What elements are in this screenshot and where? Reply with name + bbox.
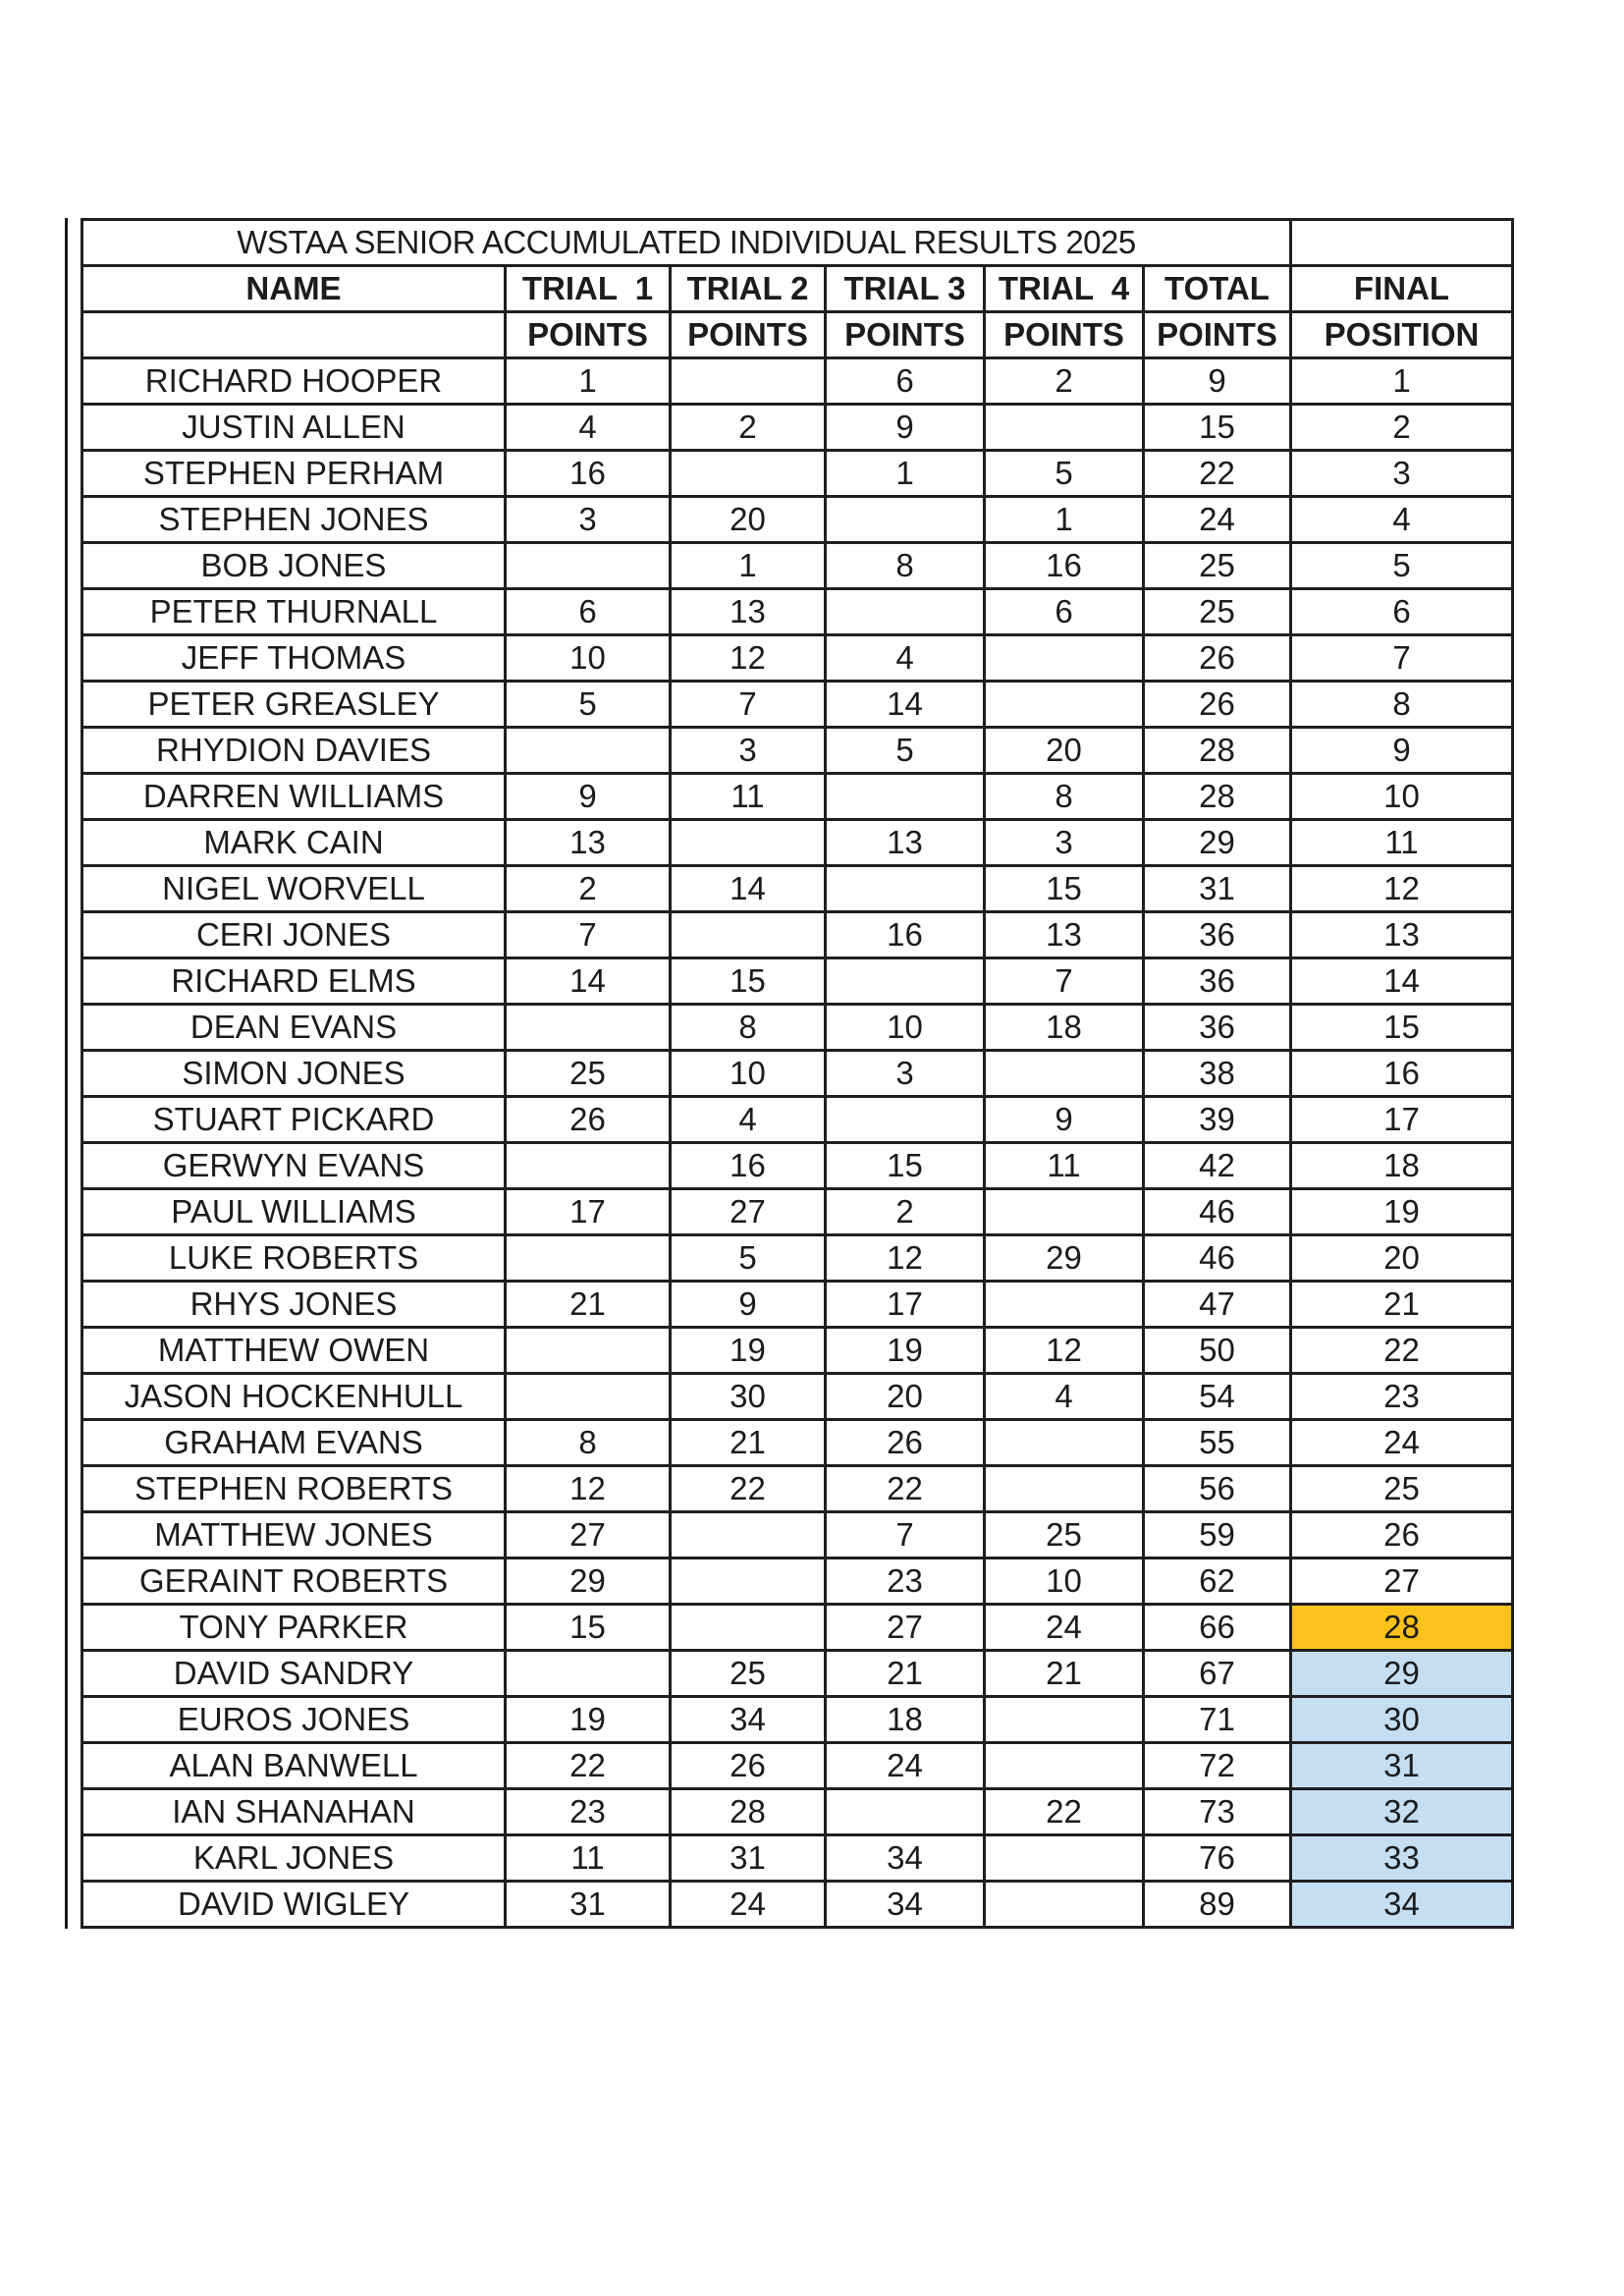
table-row — [82, 912, 1513, 958]
athlete-name: STUART PICKARD — [82, 1097, 506, 1143]
final-position: 17 — [1291, 1097, 1513, 1143]
trial-1-points: 12 — [506, 1466, 671, 1512]
trial-1-points: 21 — [506, 1282, 671, 1328]
trial-3-points: 14 — [826, 682, 985, 728]
trial-4-points — [985, 1282, 1144, 1328]
trial-1-points — [506, 1374, 671, 1420]
trial-4-points: 11 — [985, 1143, 1144, 1189]
athlete-name: RICHARD HOOPER — [82, 358, 506, 405]
final-position: 30 — [1291, 1697, 1513, 1743]
trial-3-points: 10 — [826, 1005, 985, 1051]
table-row — [82, 1097, 1513, 1143]
trial-4-points: 16 — [985, 543, 1144, 589]
trial-3-points: 22 — [826, 1466, 985, 1512]
trial-2-points: 16 — [671, 1143, 826, 1189]
header-trial-2: TRIAL 2 — [671, 266, 826, 312]
trial-2-points — [671, 358, 826, 405]
total-points: 54 — [1144, 1374, 1291, 1420]
trial-4-points — [985, 1882, 1144, 1928]
trial-4-points — [985, 1420, 1144, 1466]
athlete-name: LUKE ROBERTS — [82, 1235, 506, 1282]
trial-2-points: 12 — [671, 635, 826, 682]
header-trial-4: TRIAL 4 — [985, 266, 1144, 312]
trial-1-points — [506, 1651, 671, 1697]
table-row — [82, 1605, 1513, 1651]
trial-2-points — [671, 451, 826, 497]
trial-3-points: 2 — [826, 1189, 985, 1235]
trial-4-points: 12 — [985, 1328, 1144, 1374]
athlete-name: MATTHEW OWEN — [82, 1328, 506, 1374]
table-row — [82, 958, 1513, 1005]
table-row — [82, 358, 1513, 405]
total-points: 36 — [1144, 1005, 1291, 1051]
trial-3-points: 34 — [826, 1882, 985, 1928]
trial-3-points: 18 — [826, 1697, 985, 1743]
athlete-name: DAVID SANDRY — [82, 1651, 506, 1697]
final-position: 1 — [1291, 358, 1513, 405]
trial-3-points — [826, 958, 985, 1005]
trial-2-points: 31 — [671, 1835, 826, 1882]
table-row — [82, 1697, 1513, 1743]
total-points: 28 — [1144, 774, 1291, 820]
table-row — [82, 1420, 1513, 1466]
results-table — [81, 218, 1514, 1929]
final-position: 5 — [1291, 543, 1513, 589]
table-row — [82, 1466, 1513, 1512]
athlete-name: DARREN WILLIAMS — [82, 774, 506, 820]
total-points: 55 — [1144, 1420, 1291, 1466]
athlete-name: ALAN BANWELL — [82, 1743, 506, 1789]
trial-2-points: 24 — [671, 1882, 826, 1928]
trial-3-points: 26 — [826, 1420, 985, 1466]
trial-3-points — [826, 1097, 985, 1143]
table-row — [82, 589, 1513, 635]
trial-3-points: 24 — [826, 1743, 985, 1789]
trial-3-points: 19 — [826, 1328, 985, 1374]
trial-2-points: 30 — [671, 1374, 826, 1420]
header-trial-1: TRIAL 1 — [506, 266, 671, 312]
total-points: 67 — [1144, 1651, 1291, 1697]
athlete-name: RHYS JONES — [82, 1282, 506, 1328]
trial-2-points: 7 — [671, 682, 826, 728]
total-points: 24 — [1144, 497, 1291, 543]
trial-3-points: 16 — [826, 912, 985, 958]
trial-1-points: 22 — [506, 1743, 671, 1789]
trial-2-points: 22 — [671, 1466, 826, 1512]
athlete-name: MARK CAIN — [82, 820, 506, 866]
trial-1-points — [506, 728, 671, 774]
trial-4-points — [985, 1743, 1144, 1789]
total-points: 26 — [1144, 635, 1291, 682]
trial-3-points: 15 — [826, 1143, 985, 1189]
trial-1-points: 13 — [506, 820, 671, 866]
trial-1-points: 10 — [506, 635, 671, 682]
trial-1-points: 19 — [506, 1697, 671, 1743]
trial-1-points: 31 — [506, 1882, 671, 1928]
total-points: 66 — [1144, 1605, 1291, 1651]
trial-4-points: 24 — [985, 1605, 1144, 1651]
final-position: 7 — [1291, 635, 1513, 682]
final-position: 29 — [1291, 1651, 1513, 1697]
final-position: 19 — [1291, 1189, 1513, 1235]
final-position: 15 — [1291, 1005, 1513, 1051]
athlete-name: GERAINT ROBERTS — [82, 1558, 506, 1605]
trial-4-points: 1 — [985, 497, 1144, 543]
final-position: 2 — [1291, 405, 1513, 451]
trial-3-points: 8 — [826, 543, 985, 589]
trial-1-points: 29 — [506, 1558, 671, 1605]
trial-4-points: 29 — [985, 1235, 1144, 1282]
trial-4-points: 7 — [985, 958, 1144, 1005]
athlete-name: GERWYN EVANS — [82, 1143, 506, 1189]
trial-4-points: 18 — [985, 1005, 1144, 1051]
total-points: 62 — [1144, 1558, 1291, 1605]
athlete-name: TONY PARKER — [82, 1605, 506, 1651]
trial-1-points: 6 — [506, 589, 671, 635]
trial-3-points — [826, 866, 985, 912]
total-points: 46 — [1144, 1189, 1291, 1235]
trial-3-points: 21 — [826, 1651, 985, 1697]
trial-2-points: 5 — [671, 1235, 826, 1282]
total-points: 47 — [1144, 1282, 1291, 1328]
athlete-name: JASON HOCKENHULL — [82, 1374, 506, 1420]
trial-2-points: 19 — [671, 1328, 826, 1374]
trial-3-points — [826, 497, 985, 543]
trial-4-points: 21 — [985, 1651, 1144, 1697]
trial-3-points: 3 — [826, 1051, 985, 1097]
trial-3-points: 13 — [826, 820, 985, 866]
trial-2-points — [671, 912, 826, 958]
trial-2-points: 2 — [671, 405, 826, 451]
trial-1-points: 15 — [506, 1605, 671, 1651]
final-position: 34 — [1291, 1882, 1513, 1928]
total-points: 15 — [1144, 405, 1291, 451]
trial-4-points: 13 — [985, 912, 1144, 958]
table-row — [82, 682, 1513, 728]
table-row — [82, 1789, 1513, 1835]
trial-2-points: 20 — [671, 497, 826, 543]
athlete-name: JEFF THOMAS — [82, 635, 506, 682]
trial-4-points: 2 — [985, 358, 1144, 405]
trial-2-points: 9 — [671, 1282, 826, 1328]
table-row — [82, 1005, 1513, 1051]
trial-4-points — [985, 1051, 1144, 1097]
table-row — [82, 1282, 1513, 1328]
table-row — [82, 1051, 1513, 1097]
athlete-name: SIMON JONES — [82, 1051, 506, 1097]
total-points: 36 — [1144, 912, 1291, 958]
trial-4-points: 15 — [985, 866, 1144, 912]
final-position: 14 — [1291, 958, 1513, 1005]
total-points: 71 — [1144, 1697, 1291, 1743]
final-position: 18 — [1291, 1143, 1513, 1189]
trial-3-points: 4 — [826, 635, 985, 682]
total-points: 72 — [1144, 1743, 1291, 1789]
trial-3-points — [826, 589, 985, 635]
trial-4-points — [985, 1835, 1144, 1882]
total-points: 38 — [1144, 1051, 1291, 1097]
trial-4-points — [985, 405, 1144, 451]
subheader-name-blank — [82, 312, 506, 358]
total-points: 36 — [1144, 958, 1291, 1005]
trial-4-points: 10 — [985, 1558, 1144, 1605]
page-title: WSTAA SENIOR ACCUMULATED INDIVIDUAL RESULTS 2025 — [82, 220, 1291, 266]
trial-4-points: 5 — [985, 451, 1144, 497]
athlete-name: RHYDION DAVIES — [82, 728, 506, 774]
trial-4-points: 22 — [985, 1789, 1144, 1835]
trial-4-points: 6 — [985, 589, 1144, 635]
subheader-final: POSITION — [1291, 312, 1513, 358]
total-points: 22 — [1144, 451, 1291, 497]
trial-3-points: 23 — [826, 1558, 985, 1605]
trial-2-points: 3 — [671, 728, 826, 774]
trial-2-points: 28 — [671, 1789, 826, 1835]
athlete-name: DAVID WIGLEY — [82, 1882, 506, 1928]
trial-1-points — [506, 543, 671, 589]
trial-3-points: 1 — [826, 451, 985, 497]
trial-2-points: 11 — [671, 774, 826, 820]
final-position: 26 — [1291, 1512, 1513, 1558]
athlete-name: STEPHEN JONES — [82, 497, 506, 543]
total-points: 25 — [1144, 589, 1291, 635]
table-row — [82, 1143, 1513, 1189]
trial-1-points: 2 — [506, 866, 671, 912]
athlete-name: DEAN EVANS — [82, 1005, 506, 1051]
final-position: 3 — [1291, 451, 1513, 497]
final-position: 28 — [1291, 1605, 1513, 1651]
trial-3-points: 12 — [826, 1235, 985, 1282]
trial-1-points — [506, 1328, 671, 1374]
total-points: 59 — [1144, 1512, 1291, 1558]
trial-2-points: 27 — [671, 1189, 826, 1235]
final-position: 25 — [1291, 1466, 1513, 1512]
trial-1-points: 23 — [506, 1789, 671, 1835]
trial-1-points: 9 — [506, 774, 671, 820]
trial-1-points — [506, 1005, 671, 1051]
trial-3-points: 7 — [826, 1512, 985, 1558]
trial-4-points: 4 — [985, 1374, 1144, 1420]
table-row — [82, 1235, 1513, 1282]
table-row — [82, 1743, 1513, 1789]
athlete-name: PETER GREASLEY — [82, 682, 506, 728]
final-position: 32 — [1291, 1789, 1513, 1835]
results-sheet — [65, 218, 1514, 1929]
subheader-trial-1: POINTS — [506, 312, 671, 358]
header-row — [82, 266, 1513, 312]
athlete-name: CERI JONES — [82, 912, 506, 958]
trial-1-points: 7 — [506, 912, 671, 958]
trial-3-points: 17 — [826, 1282, 985, 1328]
title-row — [82, 220, 1513, 266]
total-points: 42 — [1144, 1143, 1291, 1189]
final-position: 16 — [1291, 1051, 1513, 1097]
trial-2-points: 26 — [671, 1743, 826, 1789]
trial-1-points: 5 — [506, 682, 671, 728]
final-position: 20 — [1291, 1235, 1513, 1282]
table-row — [82, 728, 1513, 774]
trial-2-points: 13 — [671, 589, 826, 635]
final-position: 33 — [1291, 1835, 1513, 1882]
athlete-name: PETER THURNALL — [82, 589, 506, 635]
total-points: 39 — [1144, 1097, 1291, 1143]
table-row — [82, 1512, 1513, 1558]
table-row — [82, 1651, 1513, 1697]
athlete-name: RICHARD ELMS — [82, 958, 506, 1005]
athlete-name: MATTHEW JONES — [82, 1512, 506, 1558]
table-row — [82, 451, 1513, 497]
table-row — [82, 1558, 1513, 1605]
trial-2-points: 15 — [671, 958, 826, 1005]
final-position: 9 — [1291, 728, 1513, 774]
final-position: 11 — [1291, 820, 1513, 866]
trial-3-points: 20 — [826, 1374, 985, 1420]
trial-2-points — [671, 1512, 826, 1558]
trial-2-points — [671, 820, 826, 866]
trial-1-points: 4 — [506, 405, 671, 451]
final-position: 10 — [1291, 774, 1513, 820]
trial-1-points: 25 — [506, 1051, 671, 1097]
header-final: FINAL — [1291, 266, 1513, 312]
trial-1-points: 8 — [506, 1420, 671, 1466]
subheader-trial-2: POINTS — [671, 312, 826, 358]
final-position: 31 — [1291, 1743, 1513, 1789]
final-position: 4 — [1291, 497, 1513, 543]
header-trial-3: TRIAL 3 — [826, 266, 985, 312]
final-position: 22 — [1291, 1328, 1513, 1374]
table-row — [82, 1189, 1513, 1235]
table-row — [82, 1374, 1513, 1420]
trial-3-points: 34 — [826, 1835, 985, 1882]
athlete-name: GRAHAM EVANS — [82, 1420, 506, 1466]
total-points: 46 — [1144, 1235, 1291, 1282]
final-position: 23 — [1291, 1374, 1513, 1420]
trial-2-points: 21 — [671, 1420, 826, 1466]
title-blank-cell — [1291, 220, 1513, 266]
trial-1-points: 14 — [506, 958, 671, 1005]
subheader-total: POINTS — [1144, 312, 1291, 358]
trial-4-points: 8 — [985, 774, 1144, 820]
athlete-name: BOB JONES — [82, 543, 506, 589]
trial-2-points: 4 — [671, 1097, 826, 1143]
table-row — [82, 543, 1513, 589]
total-points: 73 — [1144, 1789, 1291, 1835]
trial-1-points — [506, 1235, 671, 1282]
athlete-name: IAN SHANAHAN — [82, 1789, 506, 1835]
total-points: 28 — [1144, 728, 1291, 774]
athlete-name: PAUL WILLIAMS — [82, 1189, 506, 1235]
athlete-name: STEPHEN PERHAM — [82, 451, 506, 497]
trial-4-points: 25 — [985, 1512, 1144, 1558]
trial-2-points: 34 — [671, 1697, 826, 1743]
final-position: 8 — [1291, 682, 1513, 728]
total-points: 25 — [1144, 543, 1291, 589]
trial-2-points — [671, 1605, 826, 1651]
athlete-name: EUROS JONES — [82, 1697, 506, 1743]
trial-1-points: 16 — [506, 451, 671, 497]
final-position: 21 — [1291, 1282, 1513, 1328]
final-position: 6 — [1291, 589, 1513, 635]
trial-4-points — [985, 1466, 1144, 1512]
trial-4-points — [985, 1189, 1144, 1235]
table-row — [82, 1328, 1513, 1374]
trial-1-points: 1 — [506, 358, 671, 405]
trial-1-points: 3 — [506, 497, 671, 543]
athlete-name: NIGEL WORVELL — [82, 866, 506, 912]
table-row — [82, 820, 1513, 866]
table-row — [82, 497, 1513, 543]
trial-1-points: 17 — [506, 1189, 671, 1235]
trial-1-points — [506, 1143, 671, 1189]
final-position: 27 — [1291, 1558, 1513, 1605]
trial-3-points — [826, 1789, 985, 1835]
athlete-name: JUSTIN ALLEN — [82, 405, 506, 451]
subheader-row — [82, 312, 1513, 358]
total-points: 76 — [1144, 1835, 1291, 1882]
table-row — [82, 1835, 1513, 1882]
trial-2-points: 25 — [671, 1651, 826, 1697]
final-position: 13 — [1291, 912, 1513, 958]
table-row — [82, 774, 1513, 820]
trial-2-points: 14 — [671, 866, 826, 912]
trial-4-points — [985, 1697, 1144, 1743]
total-points: 89 — [1144, 1882, 1291, 1928]
trial-4-points: 3 — [985, 820, 1144, 866]
final-position: 12 — [1291, 866, 1513, 912]
table-row — [82, 866, 1513, 912]
trial-1-points: 26 — [506, 1097, 671, 1143]
trial-2-points — [671, 1558, 826, 1605]
total-points: 26 — [1144, 682, 1291, 728]
final-position: 24 — [1291, 1420, 1513, 1466]
trial-4-points — [985, 635, 1144, 682]
header-total: TOTAL — [1144, 266, 1291, 312]
total-points: 9 — [1144, 358, 1291, 405]
trial-3-points: 6 — [826, 358, 985, 405]
trial-1-points: 11 — [506, 1835, 671, 1882]
trial-3-points: 27 — [826, 1605, 985, 1651]
trial-4-points: 20 — [985, 728, 1144, 774]
athlete-name: STEPHEN ROBERTS — [82, 1466, 506, 1512]
trial-4-points: 9 — [985, 1097, 1144, 1143]
trial-2-points: 1 — [671, 543, 826, 589]
trial-4-points — [985, 682, 1144, 728]
trial-3-points: 5 — [826, 728, 985, 774]
total-points: 50 — [1144, 1328, 1291, 1374]
subheader-trial-4: POINTS — [985, 312, 1144, 358]
table-row — [82, 405, 1513, 451]
trial-3-points: 9 — [826, 405, 985, 451]
trial-1-points: 27 — [506, 1512, 671, 1558]
total-points: 29 — [1144, 820, 1291, 866]
total-points: 56 — [1144, 1466, 1291, 1512]
subheader-trial-3: POINTS — [826, 312, 985, 358]
athlete-name: KARL JONES — [82, 1835, 506, 1882]
trial-2-points: 10 — [671, 1051, 826, 1097]
total-points: 31 — [1144, 866, 1291, 912]
table-row — [82, 1882, 1513, 1928]
header-name: NAME — [82, 266, 506, 312]
trial-3-points — [826, 774, 985, 820]
trial-2-points: 8 — [671, 1005, 826, 1051]
table-row — [82, 635, 1513, 682]
